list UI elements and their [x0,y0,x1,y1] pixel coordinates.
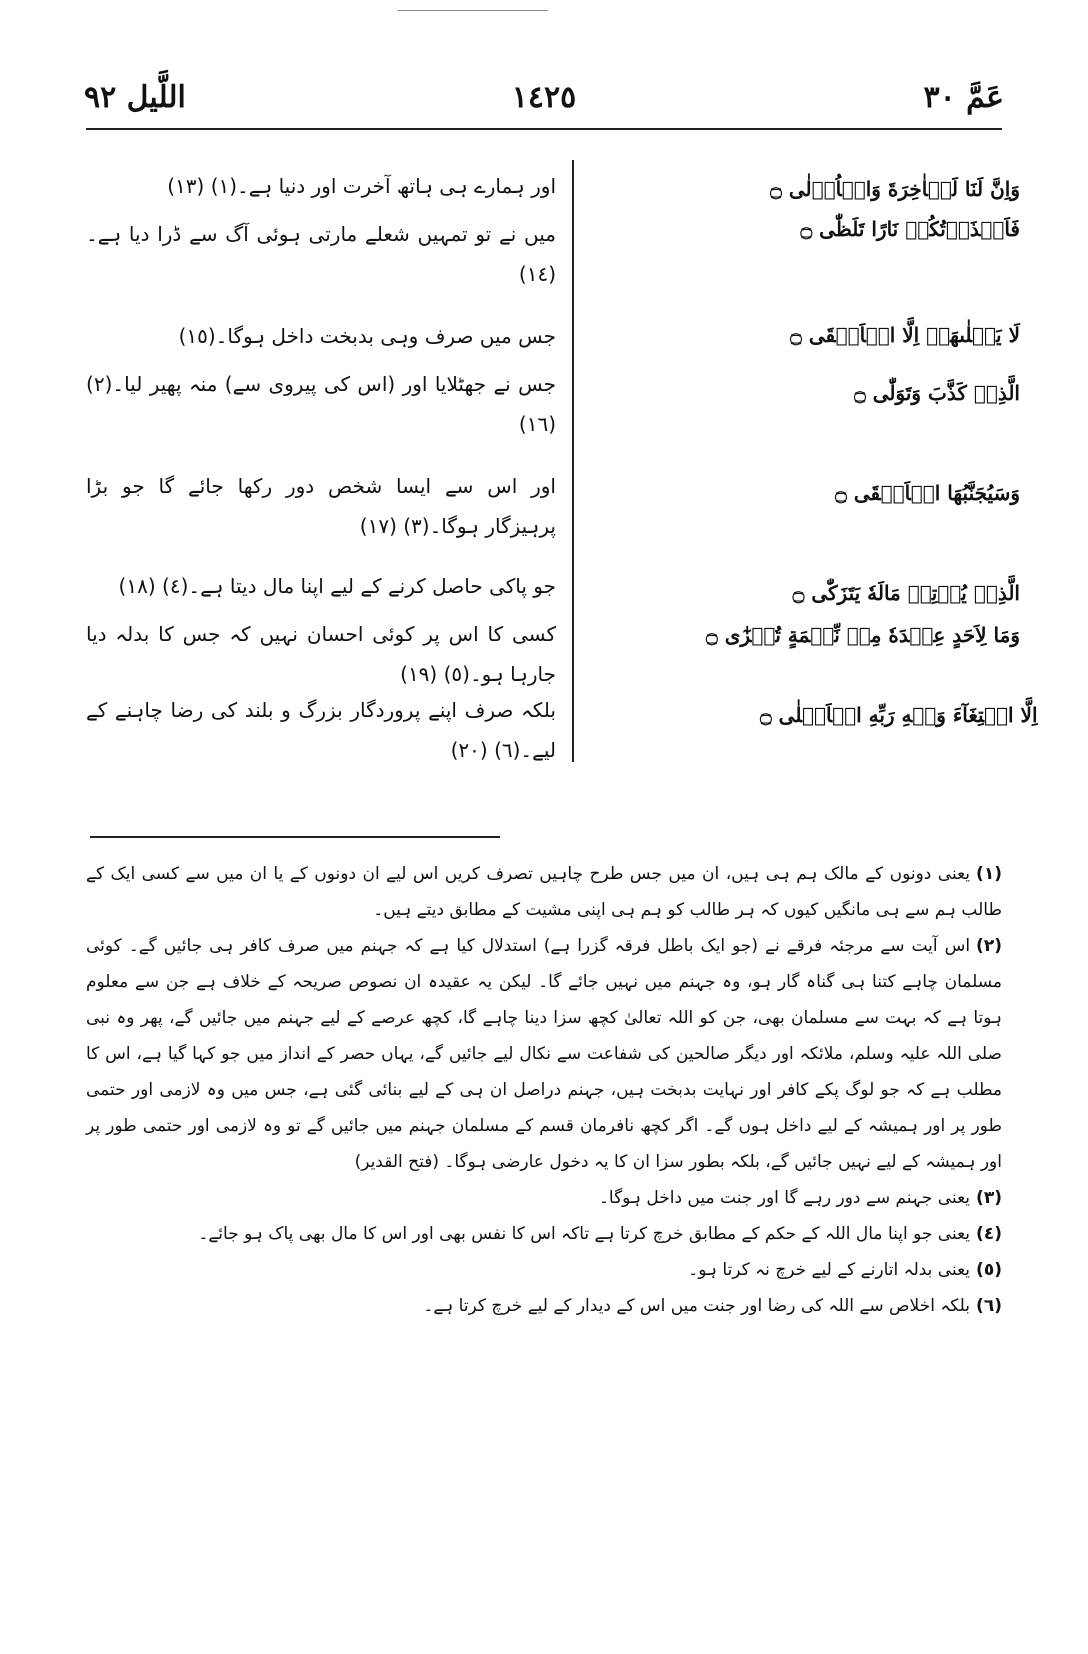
translation-19: کسی کا اس پر کوئی احسان نہیں کہ جس کا بدلہ دیا جارہا ہو۔(٥) (١٩) [86,622,556,686]
footnote-3: (٣)یعنی جہنم سے دور رہے گا اور جنت میں داخل ہوگا۔ [598,1188,1002,1208]
verse-20: اِلَّا ابۡتِغَآءَ وَجۡهِ رَبِّهِ الۡاَعۡلٰى ۝ [760,703,1038,727]
verse-17: وَسَيُجَنَّبُهَا الۡاَتۡقَى ۝ [835,481,1020,505]
verse-13: وَاِنَّ لَنَا لَلۡاٰخِرَةَ وَالۡاُوۡلٰى ۝ [770,177,1020,201]
translation-15: جس میں صرف وہی بدبخت داخل ہوگا۔(١٥) [178,324,556,348]
translation-18: جو پاکی حاصل کرنے کے لیے اپنا مال دیتا ہے۔(٤) (١٨) [118,574,556,598]
footnote-5: (٥)یعنی بدلہ اتارنے کے لیے خرچ نہ کرتا ہو۔ [688,1260,1002,1280]
surah-label: اللَّيل ٩٢ [84,80,186,115]
footnote-1: (١)یعنی دونوں کے مالک ہم ہی ہیں، ان میں جس طرح چاہیں تصرف کریں اس لیے ان دونوں کے یا ان میں سے کسی ایک کے طالب ہم سے ہی مانگیں کیوں کہ ہر طالب کو ہم ہی اپنی مشیت کے مطابق دیتے ہیں۔ [86,864,1002,920]
footnote-4: (٤)یعنی جو اپنا مال اللہ کے حکم کے مطابق خرچ کرتا ہے تاکہ اس کا نفس بھی اور اس کا مال بھی پاک ہو جائے۔ [198,1224,1002,1244]
verse-14: فَاَنۡذَرۡتُكُمۡ نَارًا تَلَظّٰى ۝ [800,217,1020,241]
header-rule [86,128,1002,130]
translation-16: جس نے جھٹلایا اور (اس کی پیروی سے) منہ پھیر لیا۔(٢) (١٦) [86,372,556,436]
footnote-rule [90,836,500,838]
juz-label: عَمَّ ٣٠ [923,80,1004,115]
verse-16: الَّذِىۡ كَذَّبَ وَتَوَلّٰى ۝ [854,381,1020,405]
verse-18: الَّذِىۡ يُؤۡتِىۡ مَالَهٗ يَتَزَكّٰى ۝ [792,581,1020,605]
footnotes [86,856,1002,1324]
verse-15: لَا يَصۡلٰٮهَاۤ اِلَّا الۡاَشۡقَى ۝ [790,323,1020,347]
column-divider [572,160,574,762]
translation-14: میں نے تو تمہیں شعلے مارتی ہوئی آگ سے ڈرا دیا ہے۔(١٤) [86,222,556,286]
verse-19: وَمَا لِاَحَدٍ عِنۡدَهٗ مِنۡ نِّعۡمَةٍ تُجۡزٰٓى ۝ [706,623,1020,647]
translation-17: اور اس سے ایسا شخص دور رکھا جائے گا جو بڑا پرہیزگار ہوگا۔(٣) (١٧) [86,474,556,538]
page-header [84,80,1004,126]
top-rule [398,10,548,11]
page-number: ١٤٢٥ [511,80,577,115]
translation-20: بلکہ صرف اپنے پروردگار بزرگ و بلند کی رضا چاہنے کے لیے۔(٦) (٢٠) [86,698,556,762]
footnote-2: (٢)اس آیت سے مرجئہ فرقے نے (جو ایک باطل فرقہ گزرا ہے) استدلال کیا ہے کہ جہنم میں صرف کافر ہی جائیں گے۔ کوئی مسلمان چاہے کتنا ہی گناہ گار ہو، وہ جہنم میں نہیں جائے گا۔ لیکن یہ عقیدہ ان نصوص صریحہ کے خلاف ہے جن سے معلوم ہوتا ہے کہ بہت سے مسلمان بھی، جن کو اللہ تعالیٰ کچھ سزا دینا چاہے گا، کچھ عرصے کے لیے جہنم میں جائیں گے، پھر وہ نبی صلی اللہ علیہ وسلم، ملائکہ اور دیگر صالحین کی شفاعت سے نکال لیے جائیں گے، یہاں حصر کے انداز میں جو کہا گیا ہے، اس کا مطلب ہے کہ جو لوگ پکے کافر اور نہایت بدبخت ہیں، جہنم دراصل ان ہی کے لیے بنائی گئی ہے، جس میں وہ لازمی اور حتمی طور پر اور ہمیشہ کے لیے داخل ہوں گے۔ اگر کچھ نافرمان قسم کے مسلمان جہنم میں جائیں گے تو وہ لازمی اور حتمی طور پر اور ہمیشہ کے لیے نہیں جائیں گے، بلکہ بطور سزا ان کا یہ دخول عارضی ہوگا۔ (فتح القدیر) [86,936,1002,1172]
footnote-6: (٦)بلکہ اخلاص سے اللہ کی رضا اور جنت میں اس کے دیدار کے لیے خرچ کرتا ہے۔ [423,1296,1002,1316]
translation-13: اور ہمارے ہی ہاتھ آخرت اور دنیا ہے۔(١) (١٣) [167,174,556,198]
